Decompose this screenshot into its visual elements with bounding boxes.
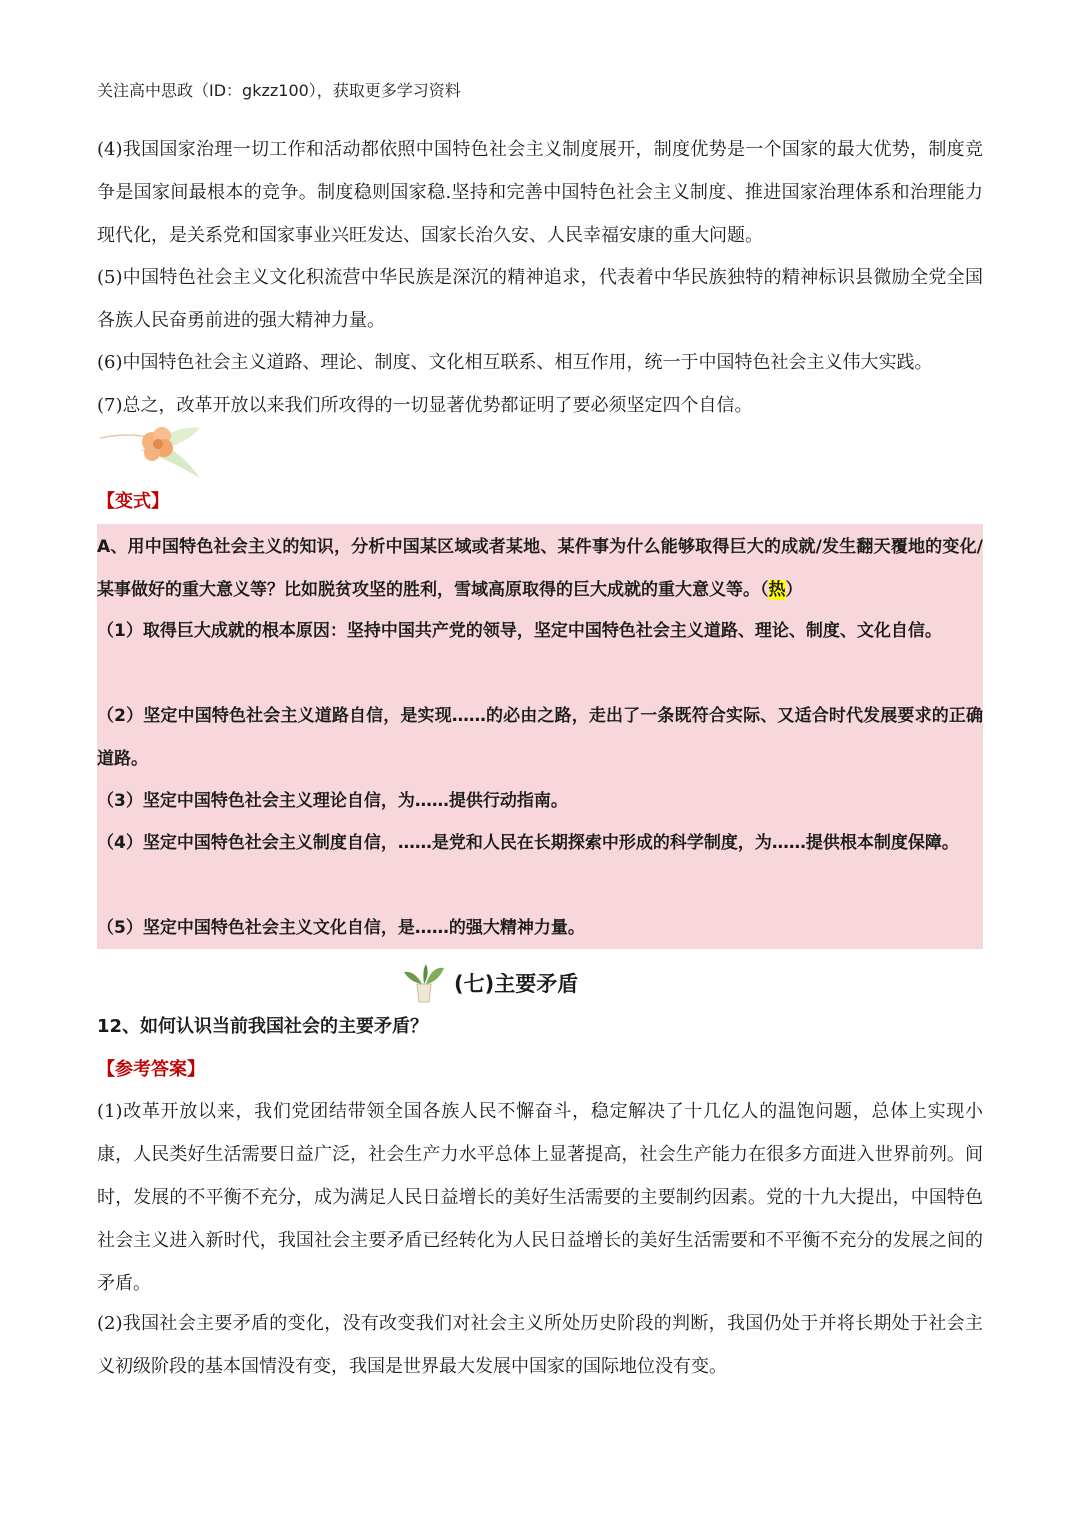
question-12: 12、如何认识当前我国社会的主要矛盾？ [97,1016,429,1037]
variant-question [97,526,983,612]
variant-question-text: A、用中国特色社会主义的知识，分析中国某区域或者某地、某件事为什么能够取得巨大的成就/发生翻天覆地的变化/某事做好的重大意义等？比如脱贫攻坚的胜利，雪域高原取得的巨大成就的重大意义等。（ [97,537,983,600]
paragraph-4: (4)我国国家治理一切工作和活动都依照中国特色社会主义制度展开，制度优势是一个国家的最大优势，制度竞争是国家间最根本的竞争。制度稳则国家稳.坚持和完善中国特色社会主义制度、推进国家治理体系和治理能力现代化，是关系党和国家事业兴旺发达、国家长治久安、人民幸福安康的重大问题。 [97,139,983,246]
variant-point-3: （3）坚定中国特色社会主义理论自信，为……提供行动指南。 [97,791,568,811]
hot-marker: 热 [768,580,786,600]
variant-point-5: （5）坚定中国特色社会主义文化自信，是……的强大精神力量。 [97,918,585,938]
paragraph-7: (7)总之，改革开放以来我们所攻得的一切显著优势都证明了要必须坚定四个自信。 [97,395,753,416]
answer-2: (2)我国社会主要矛盾的变化，没有改变我们对社会主义所处历史阶段的判断，我国仍处于并将长期处于社会主义初级阶段的基本国情没有变，我国是世界最大发展中国家的国际地位没有变。 [97,1313,983,1377]
section-heading [400,962,578,1004]
variant-tag: 【变式】 [97,491,169,512]
flower-icon [100,420,210,482]
paragraph-6: (6)中国特色社会主义道路、理论、制度、文化相互联系、相互作用，统一于中国特色社会主义伟大实践。 [97,352,933,373]
page-header: 关注高中思政（ID：gkzz100），获取更多学习资料 [97,81,461,100]
potted-plant-icon [400,962,448,1004]
section-title: (七)主要矛盾 [454,972,579,996]
answer-tag: 【参考答案】 [97,1059,205,1080]
paragraph-5: (5)中国特色社会主义文化积流营中华民族是深沉的精神追求，代表着中华民族独特的精神标识县微励全党全国各族人民奋勇前进的强大精神力量。 [97,267,983,331]
variant-question-close: ） [785,580,803,600]
answer-1: (1)改革开放以来，我们党团结带领全国各族人民不懈奋斗，稳定解决了十几亿人的温饱问题，总体上实现小康，人民类好生活需要日益广泛，社会生产力水平总体上显著提高，社会生产能力在很多方面进入世界前列。间时，发展的不平衡不充分，成为满足人民日益增长的美好生活需要的主要制约因素。党的十九大提出，中国特色社会主义进入新时代，我国社会主要矛盾已经转化为人民日益增长的美好生活需要和不平衡不充分的发展之间的矛盾。 [97,1101,983,1294]
variant-point-1: （1）取得巨大成就的根本原因：坚持中国共产党的领导，坚定中国特色社会主义道路、理论、制度、文化自信。 [97,621,942,641]
variant-point-2: （2）坚定中国特色社会主义道路自信，是实现……的必由之路，走出了一条既符合实际、又适合时代发展要求的正确道路。 [97,706,983,769]
variant-point-4: （4）坚定中国特色社会主义制度自信，……是党和人民在长期探索中形成的科学制度，为……提供根本制度保障。 [97,833,959,853]
